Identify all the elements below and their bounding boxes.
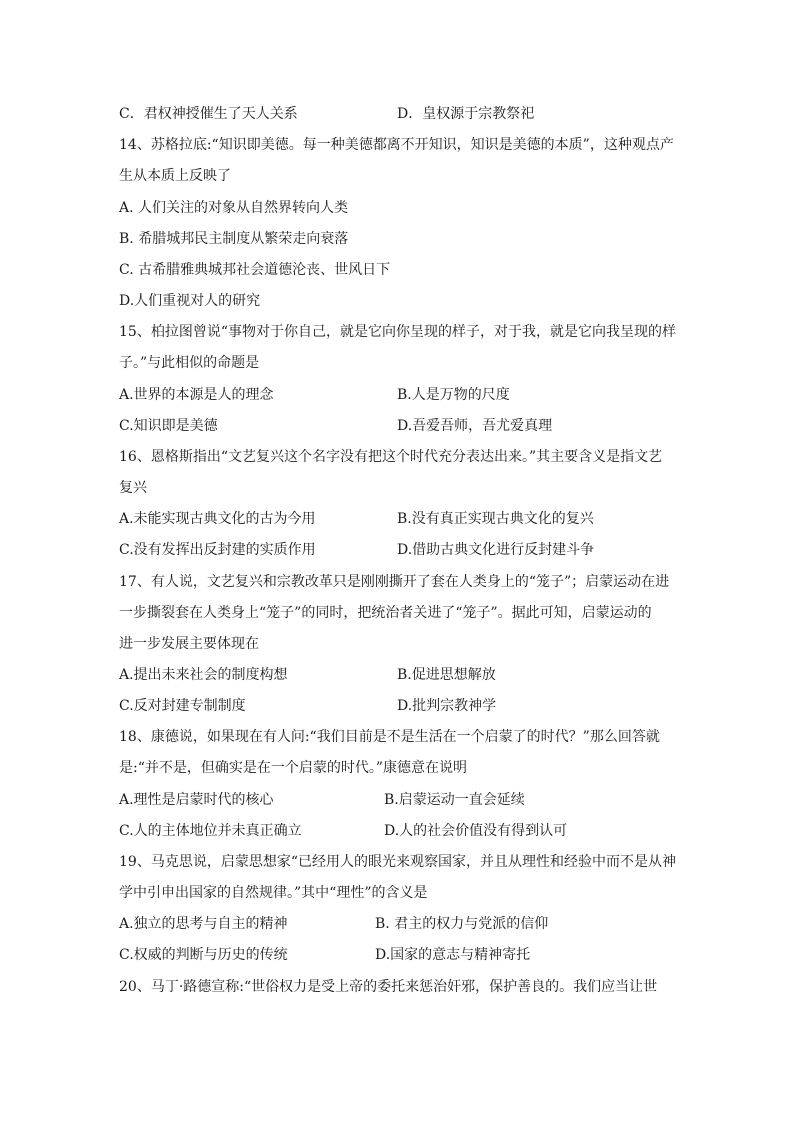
- q16-stem-line1: 16、恩格斯指出“文艺复兴这个名字没有把这个时代充分表达出来。”其主要含义是指文艺: [119, 449, 663, 465]
- q19-option-b: B. 君主的权力与党派的信仰: [375, 916, 549, 932]
- q15-option-b: B.人是万物的尺度: [397, 387, 510, 403]
- q16-option-b: B.没有真正实现古典文化的复兴: [397, 511, 594, 527]
- q14-stem-line1: 14、苏格拉底:“知识即美德。每一种美德都离不开知识，知识是美德的本质”，这种观点产: [119, 137, 674, 153]
- q19-option-c: C.权威的判断与历史的传统: [119, 947, 288, 963]
- q18-option-d: D.人的社会价值没有得到认可: [384, 823, 568, 839]
- q17-option-c: C.反对封建专制制度: [119, 698, 246, 714]
- q14-option-d: D.人们重视对人的研究: [119, 293, 261, 309]
- q18-option-c: C.人的主体地位并未真正确立: [119, 823, 302, 839]
- q17-option-b: B.促进思想解放: [397, 667, 496, 683]
- q19-stem-line1: 19、马克思说，启蒙思想家“已经用人的眼光来观察国家，并且从理性和经验中而不是从神: [119, 854, 676, 870]
- q15-option-d: D.吾爱吾师，吾尤爱真理: [397, 418, 553, 434]
- q16-option-a: A.未能实现古典文化的古为今用: [119, 511, 316, 527]
- q15-stem-line1: 15、柏拉图曾说“事物对于你自己，就是它向你呈现的样子，对于我，就是它向我呈现的样: [119, 324, 676, 340]
- q15-stem-line2: 子。”与此相似的命题是: [119, 355, 260, 371]
- q19-option-d: D.国家的意志与精神寄托: [375, 947, 531, 963]
- q14-option-c: C. 古希腊雅典城邦社会道德沦丧、世风日下: [119, 262, 391, 278]
- q18-option-a: A.理性是启蒙时代的核心: [119, 792, 274, 808]
- q16-stem-line2: 复兴: [119, 480, 147, 496]
- q13-option-d: D．皇权源于宗教祭祀: [397, 106, 535, 122]
- q17-option-d: D.批判宗教神学: [397, 698, 497, 714]
- q15-option-c: C.知识即是美德: [119, 418, 218, 434]
- q14-stem-line2: 生从本质上反映了: [119, 168, 231, 184]
- q16-option-d: D.借助古典文化进行反封建斗争: [397, 542, 595, 558]
- q14-option-b: B. 希腊城邦民主制度从繁荣走向衰落: [119, 231, 349, 247]
- q14-option-a: A. 人们关注的对象从自然界转向人类: [119, 200, 349, 216]
- q17-stem-line2: 一步撕裂套在人类身上“笼子”的同时，把统治者关进了“笼子”。据此可知，启蒙运动的: [119, 605, 652, 621]
- q18-stem-line2: 是:“并不是，但确实是在一个启蒙的时代。”康德意在说明: [119, 760, 468, 776]
- q17-option-a: A.提出未来社会的制度构想: [119, 667, 288, 683]
- q19-option-a: A.独立的思考与自主的精神: [119, 916, 288, 932]
- q13-option-c: C．君权神授催生了天人关系: [119, 106, 298, 122]
- q15-option-a: A.世界的本源是人的理念: [119, 387, 274, 403]
- q17-stem-line1: 17、有人说，文艺复兴和宗教改革只是刚刚撕开了套在人类身上的“笼子”；启蒙运动在进: [119, 574, 670, 590]
- q19-stem-line2: 学中引申出国家的自然规律。”其中“理性”的含义是: [119, 885, 428, 901]
- q18-option-b: B.启蒙运动一直会延续: [384, 792, 525, 808]
- q18-stem-line1: 18、康德说，如果现在有人问:“我们目前是不是生活在一个启蒙了的时代？”那么回答就: [119, 729, 660, 745]
- q17-stem-line3: 进一步发展主要体现在: [119, 636, 259, 652]
- q20-stem-line1: 20、马丁·路德宣称:“世俗权力是受上帝的委托来惩治奸邪，保护善良的。我们应当让世: [119, 979, 658, 995]
- q16-option-c: C.没有发挥出反封建的实质作用: [119, 542, 316, 558]
